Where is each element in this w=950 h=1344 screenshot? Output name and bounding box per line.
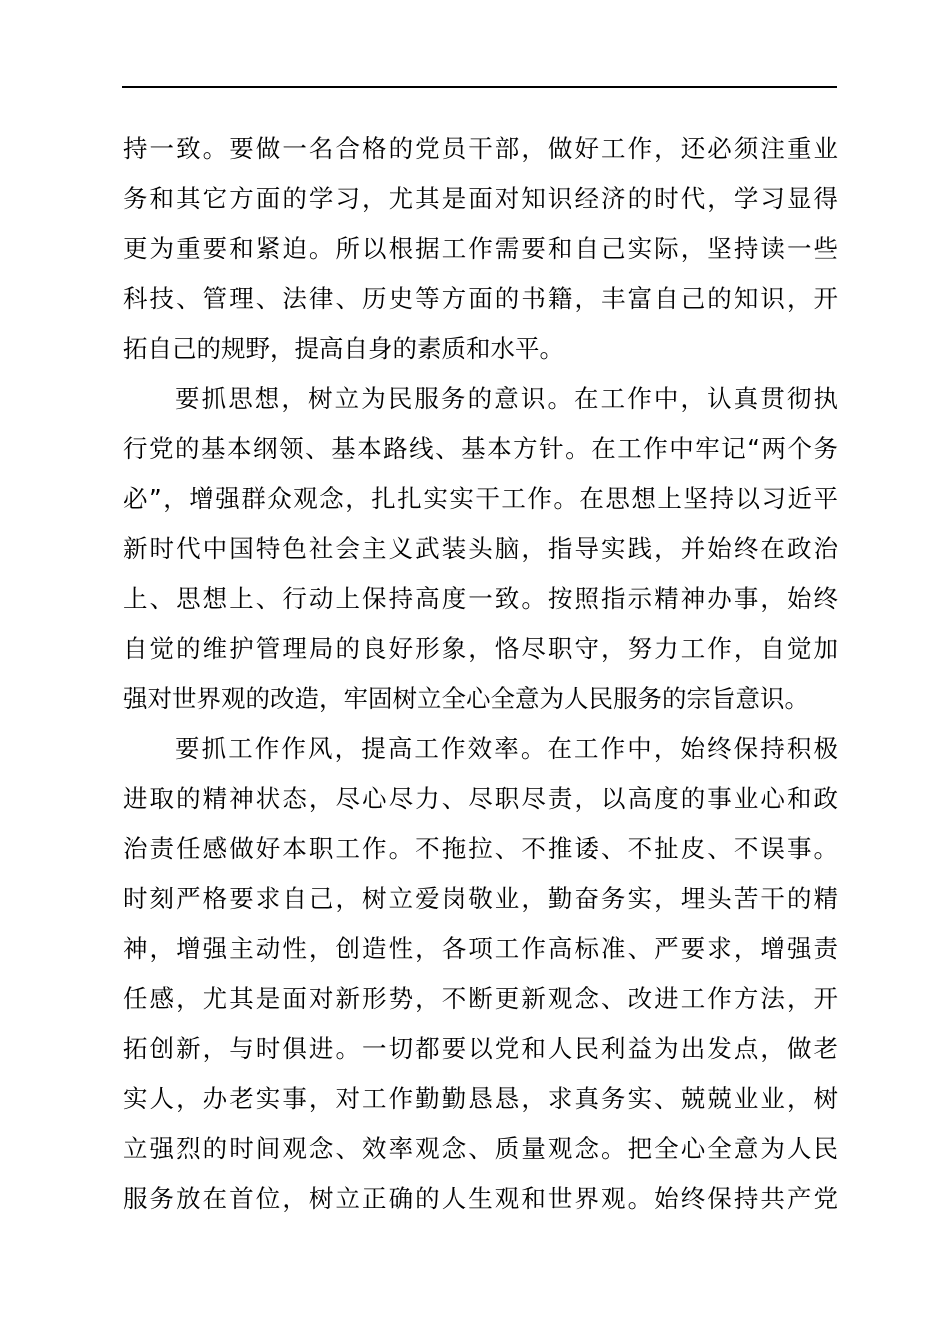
text-line: 神，增强主动性，创造性，各项工作高标准、严要求，增强责: [123, 934, 838, 963]
text-line: 立强烈的时间观念、效率观念、质量观念。把全心全意为人民: [123, 1134, 838, 1163]
text-line: 实人，办老实事，对工作勤勤恳恳，求真务实、兢兢业业，树: [123, 1084, 838, 1113]
text-line: 任感，尤其是面对新形势，不断更新观念、改进工作方法，开: [123, 984, 838, 1013]
text-line: 新时代中国特色社会主义武装头脑，指导实践，并始终在政治: [123, 534, 838, 563]
text-line: 科技、管理、法律、历史等方面的书籍，丰富自己的知识，开: [123, 284, 838, 313]
text-line: 拓自己的规野，提高自身的素质和水平。: [123, 334, 564, 363]
text-line: 要抓思想，树立为民服务的意识。在工作中，认真贯彻执: [175, 384, 838, 413]
text-line: 治责任感做好本职工作。不拖拉、不推诿、不扯皮、不误事。: [123, 834, 838, 863]
text-line: 必”，增强群众观念，扎扎实实干工作。在思想上坚持以习近平: [123, 484, 838, 513]
text-line: 持一致。要做一名合格的党员干部，做好工作，还必须注重业: [123, 134, 838, 163]
text-line: 时刻严格要求自己，树立爱岗敬业，勤奋务实，埋头苦干的精: [123, 884, 838, 913]
text-line: 服务放在首位，树立正确的人生观和世界观。始终保持共产党: [123, 1184, 838, 1213]
header-rule: [122, 86, 837, 88]
text-line: 更为重要和紧迫。所以根据工作需要和自己实际，坚持读一些: [123, 234, 838, 263]
text-line: 上、思想上、行动上保持高度一致。按照指示精神办事，始终: [123, 584, 838, 613]
body-text: [123, 124, 838, 1224]
text-line: 进取的精神状态，尽心尽力、尽职尽责，以高度的事业心和政: [123, 784, 838, 813]
paragraph-1: [123, 124, 838, 374]
paragraph-3: [123, 724, 838, 1224]
text-line: 拓创新，与时俱进。一切都要以党和人民利益为出发点，做老: [123, 1034, 838, 1063]
text-line: 自觉的维护管理局的良好形象，恪尽职守，努力工作，自觉加: [123, 634, 838, 663]
paragraph-2: [123, 374, 838, 724]
text-line: 务和其它方面的学习，尤其是面对知识经济的时代，学习显得: [123, 184, 838, 213]
text-line: 要抓工作作风，提高工作效率。在工作中，始终保持积极: [175, 734, 838, 763]
text-line: 强对世界观的改造，牢固树立全心全意为人民服务的宗旨意识。: [123, 684, 809, 713]
text-line: 行党的基本纲领、基本路线、基本方针。在工作中牢记“两个务: [123, 434, 838, 463]
